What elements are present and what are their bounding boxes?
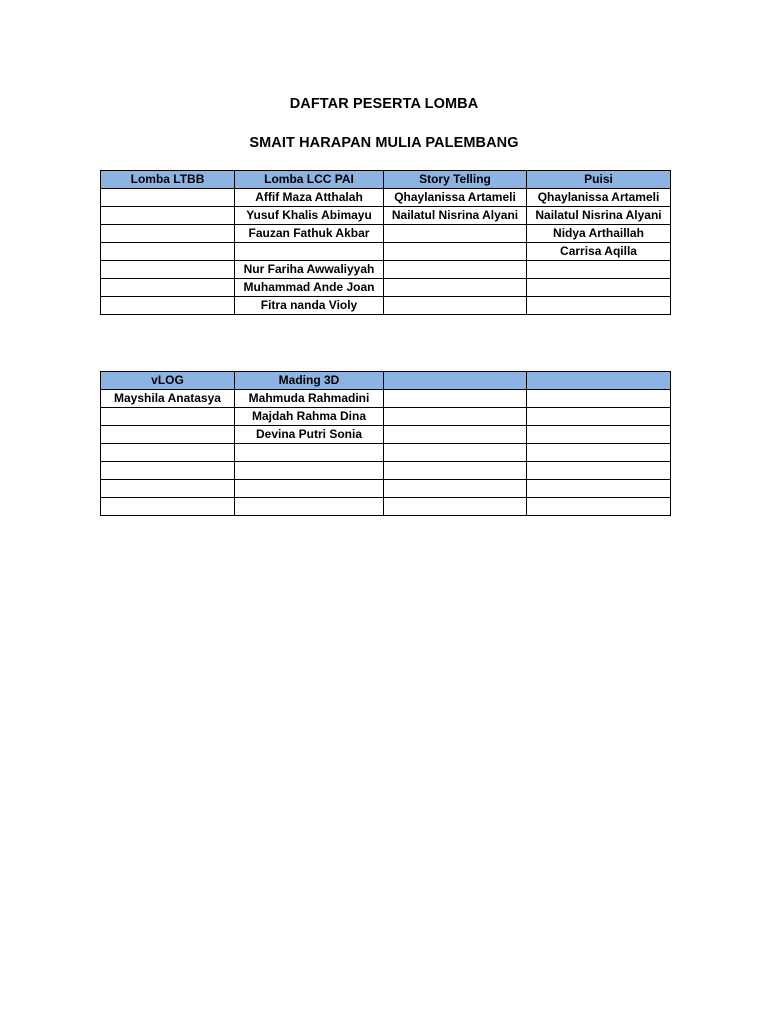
table-cell	[384, 462, 527, 480]
table-cell	[384, 444, 527, 462]
table-cell	[384, 426, 527, 444]
table-cell	[527, 297, 671, 315]
table-cell	[384, 261, 527, 279]
table-cell: Fauzan Fathuk Akbar	[235, 225, 384, 243]
table-cell	[235, 243, 384, 261]
column-header: Mading 3D	[235, 372, 384, 390]
column-header	[527, 372, 671, 390]
table-cell: Mayshila Anatasya	[101, 390, 235, 408]
table-cell	[527, 498, 671, 516]
table-row	[101, 279, 671, 297]
table-cell	[101, 426, 235, 444]
table-cell	[384, 390, 527, 408]
table-row	[101, 444, 671, 462]
table-cell	[101, 189, 235, 207]
table-cell: Nur Fariha Awwaliyyah	[235, 261, 384, 279]
table-cell: Nidya Arthaillah	[527, 225, 671, 243]
table-row	[101, 462, 671, 480]
table-cell	[527, 444, 671, 462]
table-row	[101, 408, 671, 426]
table-cell	[101, 279, 235, 297]
table-cell: Majdah Rahma Dina	[235, 408, 384, 426]
table-row	[101, 189, 671, 207]
table-cell: Nailatul Nisrina Alyani	[384, 207, 527, 225]
column-header	[384, 372, 527, 390]
table-cell	[384, 243, 527, 261]
table-cell	[101, 480, 235, 498]
table-cell: Affif Maza Atthalah	[235, 189, 384, 207]
column-header: Puisi	[527, 171, 671, 189]
table-cell	[235, 444, 384, 462]
table-row	[101, 426, 671, 444]
table-cell	[527, 462, 671, 480]
table-cell	[101, 261, 235, 279]
table-cell	[384, 279, 527, 297]
table-row	[101, 243, 671, 261]
document-title: DAFTAR PESERTA LOMBA	[289, 96, 479, 112]
column-header: Lomba LCC PAI	[235, 171, 384, 189]
participants-table-1	[100, 170, 671, 315]
document-subtitle: SMAIT HARAPAN MULIA PALEMBANG	[249, 135, 519, 151]
table-row	[101, 297, 671, 315]
table-row	[101, 261, 671, 279]
column-header: Lomba LTBB	[101, 171, 235, 189]
table-cell	[101, 243, 235, 261]
table-cell	[235, 480, 384, 498]
participants-table-2	[100, 371, 671, 516]
table-cell	[527, 480, 671, 498]
table-cell	[101, 225, 235, 243]
table-header-row	[101, 372, 671, 390]
table-cell: Mahmuda Rahmadini	[235, 390, 384, 408]
table-cell	[101, 297, 235, 315]
table-cell	[101, 462, 235, 480]
table-row	[101, 390, 671, 408]
table-cell: Muhammad Ande Joan	[235, 279, 384, 297]
table-cell: Fitra nanda Violy	[235, 297, 384, 315]
table-cell	[384, 408, 527, 426]
table-row	[101, 207, 671, 225]
table-cell	[101, 444, 235, 462]
table-cell: Qhaylanissa Artameli	[384, 189, 527, 207]
table-header-row	[101, 171, 671, 189]
table-cell	[527, 408, 671, 426]
table-cell	[527, 279, 671, 297]
table-cell	[101, 408, 235, 426]
table-cell	[101, 498, 235, 516]
table-cell: Nailatul Nisrina Alyani	[527, 207, 671, 225]
table-row	[101, 225, 671, 243]
table-cell: Carrisa Aqilla	[527, 243, 671, 261]
table-cell	[527, 390, 671, 408]
table-cell: Yusuf Khalis Abimayu	[235, 207, 384, 225]
column-header: Story Telling	[384, 171, 527, 189]
table-cell	[527, 261, 671, 279]
column-header: vLOG	[101, 372, 235, 390]
table-cell	[384, 225, 527, 243]
table-cell	[527, 426, 671, 444]
table-row	[101, 480, 671, 498]
table-cell	[235, 462, 384, 480]
table-row	[101, 498, 671, 516]
table-cell: Devina Putri Sonia	[235, 426, 384, 444]
table-cell	[235, 498, 384, 516]
table-cell	[384, 498, 527, 516]
table-cell	[384, 297, 527, 315]
table-cell: Qhaylanissa Artameli	[527, 189, 671, 207]
table-cell	[384, 480, 527, 498]
table-cell	[101, 207, 235, 225]
